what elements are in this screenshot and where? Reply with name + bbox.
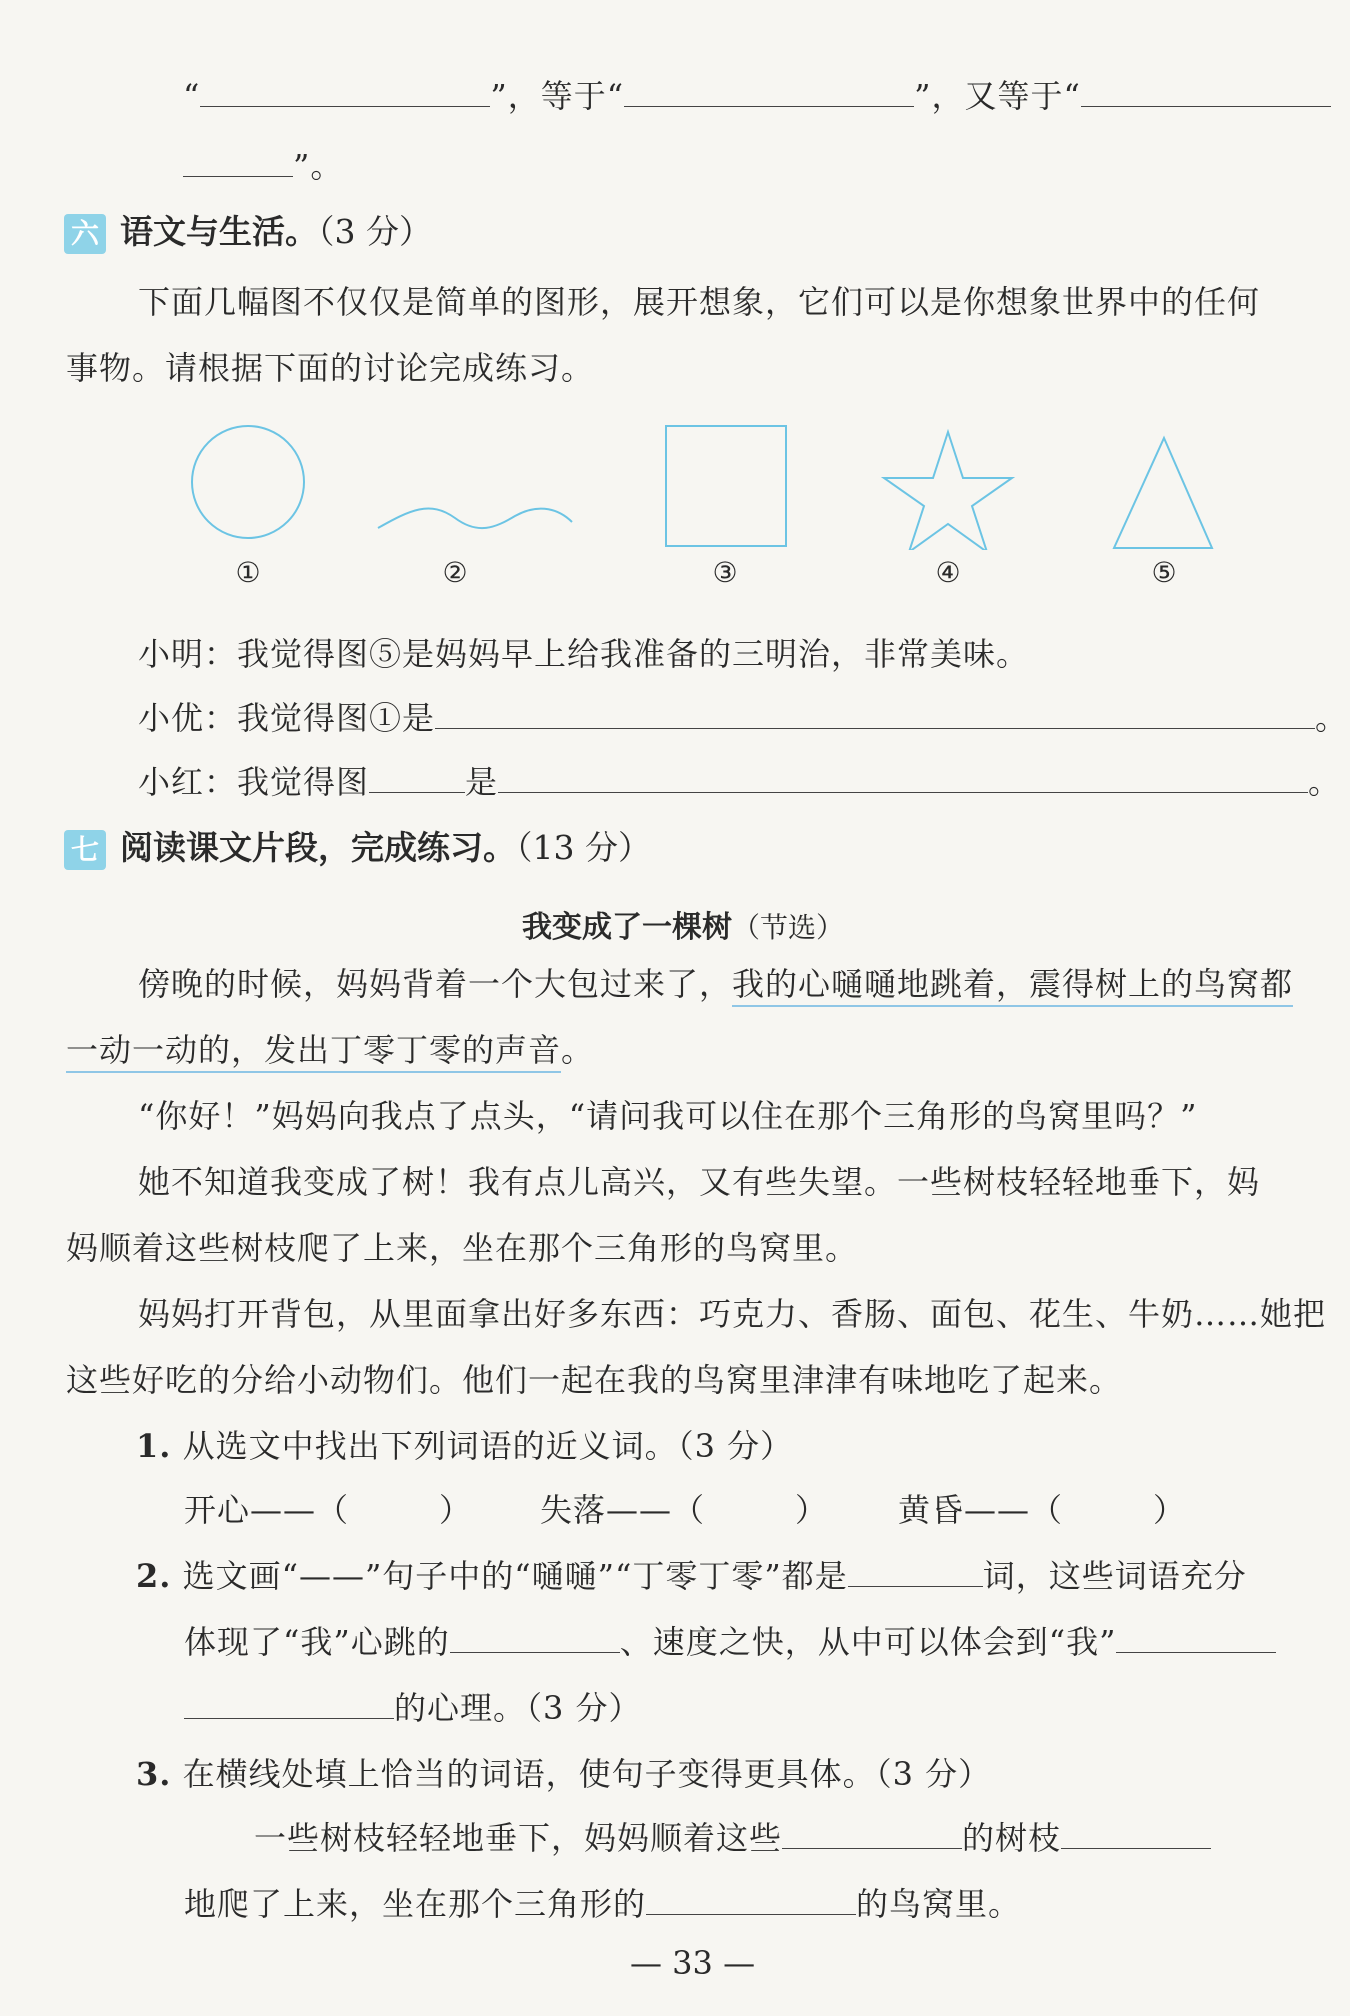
page-number: — 33 — — [630, 1944, 756, 1982]
passage-p1-line-1: 傍晚的时候，妈妈背着一个大包过来了，我的心嗵嗵地跳着，震得树上的鸟窝都 — [138, 964, 1293, 1004]
shape-label-5: ⑤ — [1151, 556, 1177, 589]
q1-word-2: 失落——（ ） — [540, 1491, 829, 1529]
wave-shape — [378, 509, 572, 529]
passage-p3-line-1: 她不知道我变成了树！我有点儿高兴，又有些失望。一些树枝轻轻地垂下，妈 — [138, 1163, 1261, 1201]
section-score: （3 分） — [318, 212, 432, 251]
passage-p4-line-2: 这些好吃的分给小动物们。他们一起在我的鸟窝里津津有味地吃了起来。 — [66, 1361, 1123, 1399]
section-number-badge: 六 — [64, 214, 106, 254]
answer-blank[interactable] — [1081, 76, 1331, 107]
q1-word-1: 开心——（ ） — [184, 1491, 473, 1529]
section-6-intro-line-1: 下面几幅图不仅仅是简单的图形，展开想象，它们可以是你想象世界中的任何 — [138, 283, 1261, 321]
triangle-shape — [1114, 438, 1212, 548]
xiaoyou-line: 小优：我觉得图①是 。 — [138, 699, 1349, 737]
circle-shape — [192, 426, 304, 538]
section-score: （13 分） — [516, 828, 651, 867]
underlined-sentence: 一动一动的，发出丁零丁零的声音 — [66, 1031, 561, 1073]
question-2-line-3: 的心理。（3 分） — [184, 1688, 642, 1728]
passage-title: 我变成了一棵树（节选） — [522, 910, 845, 945]
shapes-figure — [0, 410, 1350, 550]
answer-blank[interactable] — [183, 146, 293, 177]
passage-p2: “你好！”妈妈向我点了点头，“请问我可以住在那个三角形的鸟窝里吗？” — [138, 1097, 1198, 1135]
question-1: 1. 从选文中找出下列词语的近义词。（3 分） — [136, 1427, 794, 1465]
q1-word-3: 黄昏——（ ） — [898, 1491, 1187, 1529]
xiaoming-line: 小明：我觉得图⑤是妈妈早上给我准备的三明治，非常美味。 — [138, 635, 1030, 673]
carryover-line-2: ”。 — [183, 146, 343, 186]
answer-blank[interactable] — [624, 76, 914, 107]
section-number-badge: 七 — [64, 830, 106, 870]
answer-blank[interactable] — [450, 1622, 620, 1653]
question-3-line-2: 地爬了上来，坐在那个三角形的 的鸟窝里。 — [184, 1885, 1022, 1923]
square-shape — [666, 426, 786, 546]
question-2-line-1: 2. 选文画“——”句子中的“嗵嗵”“丁零丁零”都是 词，这些词语充分 — [136, 1557, 1247, 1595]
passage-p4-line-1: 妈妈打开背包，从里面拿出好多东西：巧克力、香肠、面包、花生、牛奶……她把 — [138, 1295, 1327, 1333]
answer-blank[interactable] — [435, 698, 1315, 729]
shape-label-1: ① — [235, 556, 261, 589]
shape-label-3: ③ — [712, 556, 738, 589]
section-6-intro-line-2: 事物。请根据下面的讨论完成练习。 — [66, 349, 595, 387]
shape-label-2: ② — [442, 556, 468, 589]
answer-blank[interactable] — [782, 1818, 962, 1849]
answer-blank[interactable] — [646, 1884, 856, 1915]
question-3: 3. 在横线处填上恰当的词语，使句子变得更具体。（3 分） — [136, 1755, 992, 1793]
section-title: 阅读课文片段，完成练习。 — [120, 828, 516, 867]
xiaohong-line: 小红：我觉得图 是 。 — [138, 763, 1342, 801]
answer-blank[interactable] — [369, 762, 465, 793]
underlined-sentence: 我的心嗵嗵地跳着，震得树上的鸟窝都 — [732, 965, 1293, 1007]
carryover-line-1: “ ”，等于“ ”，又等于“ — [183, 76, 1331, 116]
star-shape — [884, 432, 1012, 550]
answer-blank[interactable] — [200, 76, 490, 107]
question-3-line-1: 一些树枝轻轻地垂下，妈妈顺着这些 的树枝 — [254, 1818, 1211, 1858]
section-7-heading — [64, 828, 651, 870]
section-6-heading — [64, 212, 432, 254]
answer-blank[interactable] — [1061, 1818, 1211, 1849]
answer-blank[interactable] — [184, 1688, 394, 1719]
question-2-line-2: 体现了“我”心跳的 、速度之快，从中可以体会到“我” — [184, 1622, 1276, 1662]
answer-blank[interactable] — [1116, 1622, 1276, 1653]
answer-blank[interactable] — [498, 762, 1308, 793]
section-title: 语文与生活。 — [120, 212, 318, 251]
shape-label-4: ④ — [935, 556, 961, 589]
answer-blank[interactable] — [848, 1556, 983, 1587]
passage-p1-line-2: 一动一动的，发出丁零丁零的声音。 — [66, 1030, 594, 1070]
passage-p3-line-2: 妈顺着这些树枝爬了上来，坐在那个三角形的鸟窝里。 — [66, 1229, 859, 1267]
